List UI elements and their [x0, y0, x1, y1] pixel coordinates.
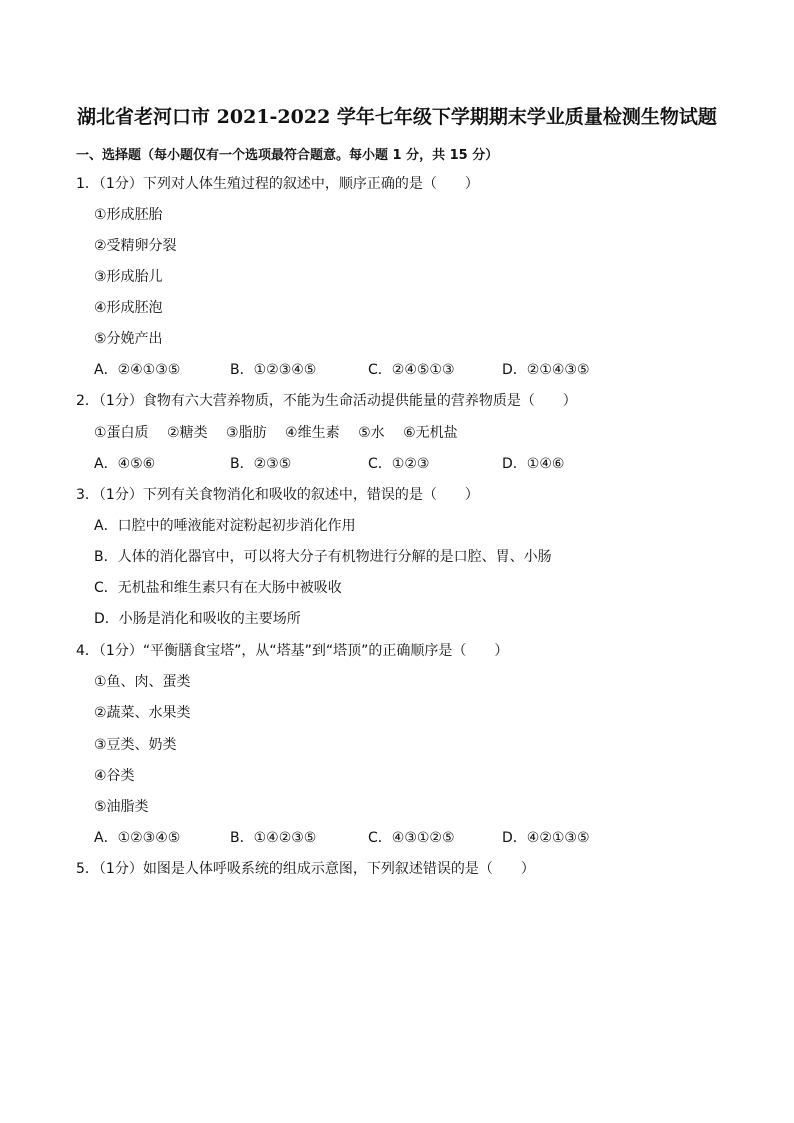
question-4-choice-d: D．④②①③⑤ [502, 830, 590, 846]
question-4-choice-c: C．④③①②⑤ [368, 830, 455, 846]
question-1-choice-b: B．①②③④⑤ [230, 362, 317, 378]
question-2-choice-b: B．②③⑤ [230, 456, 292, 472]
question-1-choice-c: C．②④⑤①③ [368, 362, 455, 378]
question-3-choice-a: A．口腔中的唾液能对淀粉起初步消化作用 [94, 518, 356, 534]
question-3-choice-b: B．人体的消化器官中，可以将大分子有机物进行分解的是口腔、胃、小肠 [94, 549, 552, 565]
question-5-stem: 5．（1分）如图是人体呼吸系统的组成示意图，下列叙述错误的是（ ） [76, 861, 535, 877]
question-2-item: ⑥无机盐 [403, 425, 458, 441]
question-2-stem: 2．（1分）食物有六大营养物质，不能为生命活动提供能量的营养物质是（ ） [76, 393, 577, 409]
question-4-choice-a: A．①②③④⑤ [94, 830, 181, 846]
question-1-item: ⑤分娩产出 [94, 331, 163, 347]
question-2-choice-a: A．④⑤⑥ [94, 456, 156, 472]
question-1-item: ①形成胚胎 [94, 207, 163, 223]
question-3-choice-c: C．无机盐和维生素只有在大肠中被吸收 [94, 580, 342, 596]
question-4-item: ①鱼、肉、蛋类 [94, 674, 191, 690]
question-4-item: ④谷类 [94, 768, 135, 784]
question-3-stem: 3．（1分）下列有关食物消化和吸收的叙述中，错误的是（ ） [76, 487, 479, 503]
question-2-item: ③脂肪 [226, 425, 267, 441]
question-1-choice-a: A．②④①③⑤ [94, 362, 181, 378]
question-4-stem: 4．（1分）“平衡膳食宝塔”，从“塔基”到“塔顶”的正确顺序是（ ） [76, 643, 509, 659]
question-1-item: ③形成胎儿 [94, 269, 163, 285]
question-4-item: ②蔬菜、水果类 [94, 705, 191, 721]
question-1-item: ④形成胚泡 [94, 300, 163, 316]
page-title: 湖北省老河口市 2021-2022 学年七年级下学期期末学业质量检测生物试题 [77, 106, 717, 128]
question-2-item: ⑤水 [358, 425, 385, 441]
question-1-item: ②受精卵分裂 [94, 238, 177, 254]
question-2-choice-c: C．①②③ [368, 456, 430, 472]
question-1-choice-d: D．②①④③⑤ [502, 362, 590, 378]
question-4-item: ⑤油脂类 [94, 799, 149, 815]
section-heading: 一、选择题（每小题仅有一个选项最符合题意。每小题 1 分，共 15 分） [76, 148, 499, 163]
question-2-choice-d: D．①④⑥ [502, 456, 565, 472]
question-2-item: ②糖类 [167, 425, 208, 441]
question-2-item: ④维生素 [285, 425, 340, 441]
question-1-stem: 1．（1分）下列对人体生殖过程的叙述中，顺序正确的是（ ） [76, 176, 479, 192]
question-4-choice-b: B．①④②③⑤ [230, 830, 317, 846]
question-4-item: ③豆类、奶类 [94, 737, 177, 753]
question-3-choice-d: D．小肠是消化和吸收的主要场所 [94, 611, 301, 627]
question-2-items [94, 424, 472, 442]
question-2-item: ①蛋白质 [94, 425, 149, 441]
